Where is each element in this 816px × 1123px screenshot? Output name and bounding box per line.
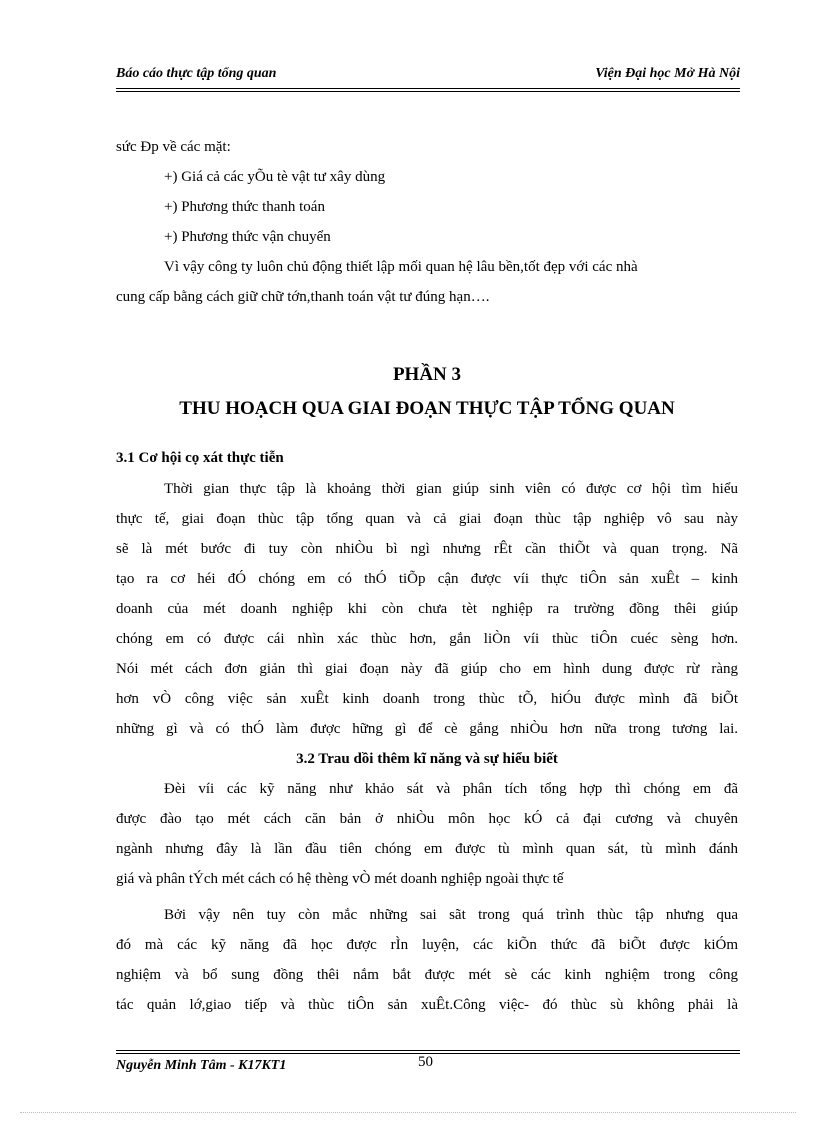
paragraph-line: giá và phân tÝch mét cách có hệ thèng vÒ mét doanh nghiệp ngoài thực tế (116, 871, 564, 887)
intro-line: sức Ðp về các mặt: (116, 139, 231, 155)
paragraph-line: tác quản lớ,giao tiếp và thùc tiÔn sản xuÊt.Công việc- đó thùc sù không phải là (116, 997, 738, 1013)
paragraph-line: được đào tạo mét cách căn bản ở nhiÒu môn học kÓ cả đại cương và chuyên (116, 811, 738, 827)
list-item: +) Giá cả các yÕu tè vật tư xây dùng (164, 169, 386, 185)
part-label: PHẦN 3 (392, 364, 462, 385)
paragraph-line: hơn vÒ công việc sản xuÊt kinh doanh trong thùc tÕ, hiÓu được mình đã biÕt (116, 691, 738, 707)
footer-rule-thick (116, 1050, 740, 1051)
paragraph-line: những gì và có thÓ làm được hững gì để cè gắng nhiÒu hơn nữa trong tương lai. (116, 721, 738, 737)
paragraph-line: chóng em có được cái nhìn xác thùc hơn, gắn liÒn víi thùc tiÔn cuéc sèng hơn. (116, 631, 738, 647)
header-rule (116, 88, 740, 89)
paragraph-line: nghiệm và bổ sung đồng thêi nắm bắt được mét sè các kinh nghiệm trong công (116, 967, 738, 983)
paragraph-line: Bởi vậy nên tuy còn mắc những sai sãt trong quá trình thùc tập nhưng qua (164, 907, 738, 923)
page-header (116, 66, 740, 86)
paragraph-line: Thời gian thực tập là khoảng thời gian giúp sinh viên có được cơ hội tìm hiểu (164, 481, 738, 497)
page-number: 50 (418, 1054, 433, 1070)
paragraph-line: ngành nhưng đây là lần đầu tiên chóng em được tù mình quan sát, tù mình đánh (116, 841, 738, 857)
section-heading: 3.1 Cơ hội cọ xát thực tiễn (116, 450, 284, 466)
page-bottom-border (20, 1112, 796, 1113)
paragraph-line: Vì vậy công ty luôn chủ động thiết lập mối quan hệ lâu bền,tốt đẹp với các nhà (164, 259, 638, 275)
page-body (116, 132, 738, 1020)
header-right: Viện Đại học Mở Hà Nội (595, 66, 740, 81)
paragraph-line: sẽ là mét bước đi tuy còn nhiÒu bì ngì nhưng rÊt cần thiÕt và quan trọng. Nã (116, 541, 738, 557)
footer-author: Nguyễn Minh Tâm - K17KT1 (116, 1058, 287, 1073)
header-left: Báo cáo thực tập tổng quan (116, 66, 277, 81)
section-heading: 3.2 Trau dồi thêm kĩ năng và sự hiểu biết (296, 751, 558, 767)
paragraph-line: tạo ra cơ héi đÓ chóng em có thÓ tiÕp cận được víi thực tiÔn sản xuÊt – kinh (116, 571, 738, 587)
paragraph-line: đó mà các kỹ năng đã học được rÌn luyện, các kiÕn thức đã biÕt được kiÓm (116, 937, 738, 953)
paragraph-line: thực tế, giai đoạn thùc tập tổng quan và cả giai đoạn thùc tập nghiệp vô sau này (116, 511, 738, 527)
list-item: +) Phương thức vận chuyển (164, 229, 331, 245)
paragraph-line: Đèi víi các kỹ năng như khảo sát và phân tích tổng hợp thì chóng em đã (164, 781, 738, 797)
paragraph-line: cung cấp bằng cách giữ chữ tớn,thanh toán vật tư đúng hạn…. (116, 289, 490, 305)
part-title: THU HOẠCH QUA GIAI ĐOẠN THỰC TẬP TỔNG QUAN (179, 398, 675, 419)
header-rule-thick (116, 91, 740, 92)
paragraph-line: doanh của mét doanh nghiệp khi còn chưa tèt nghiệp ra trường đồng thêi giúp (116, 601, 738, 617)
paragraph-line: Nói mét cách đơn giản thì giai đoạn này đã giúp cho em hình dung được rừ ràng (116, 661, 738, 677)
list-item: +) Phương thức thanh toán (164, 199, 325, 215)
